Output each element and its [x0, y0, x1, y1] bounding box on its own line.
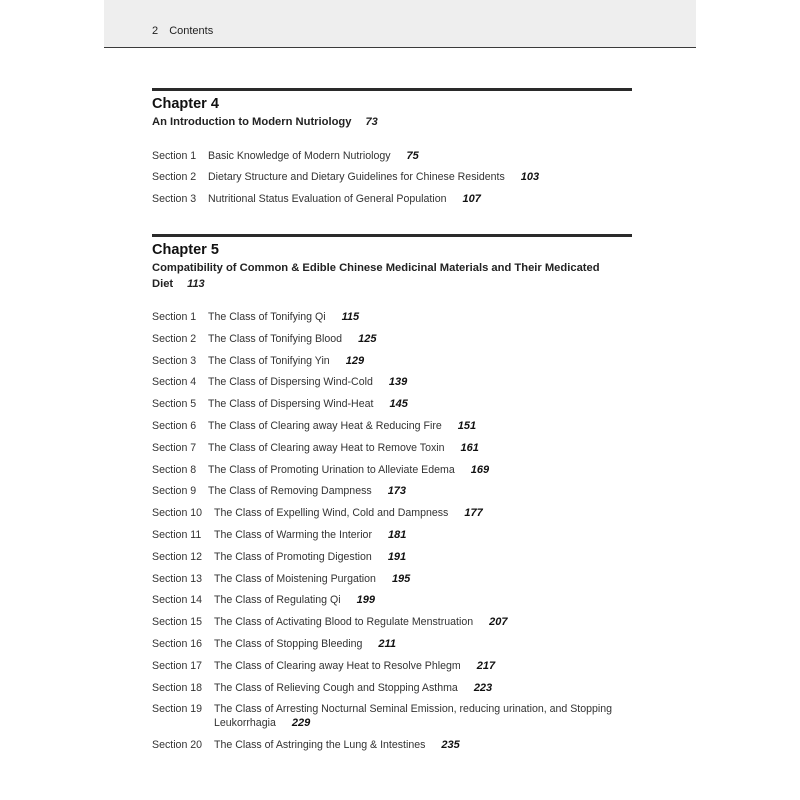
section-title-wrap [208, 170, 632, 184]
section-page: 103 [520, 171, 540, 184]
section-title: The Class of Clearing away Heat to Resolve Phlegm [214, 659, 461, 672]
toc-section-row [152, 659, 632, 673]
section-title-wrap [208, 397, 632, 411]
section-page: 191 [387, 550, 407, 563]
section-number: Section 2 [152, 332, 197, 345]
section-title-wrap [208, 354, 632, 368]
toc-section-row [152, 637, 632, 651]
running-title: Contents [169, 25, 214, 37]
toc-section-row [152, 702, 632, 730]
toc-section-row [152, 419, 632, 433]
toc-section-row [152, 397, 632, 411]
chapter-subtitle-text: Compatibility of Common & Edible Chinese Medicinal Materials and Their Medicated Diet [152, 262, 600, 290]
section-number: Section 20 [152, 739, 203, 752]
section-title-wrap [214, 659, 632, 673]
section-title: The Class of Tonifying Qi [208, 311, 326, 323]
toc-section-row [152, 550, 632, 564]
section-title: The Class of Dispersing Wind-Cold [208, 376, 373, 389]
section-number: Section 5 [152, 398, 197, 411]
section-number: Section 1 [152, 149, 197, 162]
chapter-page: 73 [365, 116, 378, 128]
section-title-wrap [208, 192, 632, 206]
section-title-wrap [214, 506, 632, 520]
toc-section-row [152, 441, 632, 455]
section-title: The Class of Promoting Digestion [214, 550, 372, 563]
section-title: The Class of Moistening Purgation [214, 572, 376, 585]
section-title-wrap [214, 681, 632, 695]
section-title: The Class of Dispersing Wind-Heat [208, 398, 374, 411]
section-page: 107 [462, 193, 481, 206]
toc-section-row [152, 572, 632, 586]
toc-section-row [152, 463, 632, 477]
page-number: 2 [152, 25, 159, 37]
section-title: The Class of Stopping Bleeding [214, 637, 363, 650]
toc-section-row [152, 375, 632, 389]
toc-section-row [152, 149, 632, 163]
section-page: 129 [345, 354, 365, 367]
section-title-wrap [208, 149, 632, 163]
chapter-rule [152, 234, 632, 237]
chapter-subtitle [152, 115, 632, 131]
section-number: Section 6 [152, 419, 197, 432]
chapter-subtitle-text: An Introduction to Modern Nutriology [152, 116, 352, 128]
section-title: The Class of Tonifying Yin [208, 354, 330, 367]
section-number: Section 11 [152, 528, 202, 541]
chapter-rule [152, 88, 632, 91]
toc-section-row [152, 310, 632, 324]
section-title-wrap [214, 593, 632, 607]
toc-section-row [152, 192, 632, 206]
section-title: The Class of Astringing the Lung & Intestines [214, 739, 426, 752]
toc-section-row [152, 593, 632, 607]
section-title: Dietary Structure and Dietary Guidelines for Chinese Residents [208, 171, 505, 184]
toc-section-row [152, 506, 632, 520]
section-list [152, 310, 632, 752]
toc-section-row [152, 528, 632, 542]
section-title: The Class of Clearing away Heat to Remove Toxin [208, 441, 445, 454]
section-title-wrap [208, 441, 632, 455]
section-list [152, 149, 632, 207]
section-number: Section 13 [152, 572, 203, 585]
section-title-wrap [214, 550, 632, 564]
section-title-wrap [208, 463, 632, 477]
section-page: 177 [464, 507, 483, 520]
section-page: 151 [457, 419, 477, 432]
section-title-wrap [208, 375, 632, 389]
section-number: Section 19 [152, 703, 203, 716]
section-number: Section 9 [152, 485, 197, 498]
section-title: The Class of Warming the Interior [214, 528, 372, 541]
section-title-wrap [214, 528, 632, 542]
section-page: 115 [341, 311, 360, 323]
section-number: Section 1 [152, 311, 197, 323]
section-page: 235 [441, 739, 460, 752]
toc-section-row [152, 332, 632, 346]
section-title: Nutritional Status Evaluation of General Population [208, 193, 447, 206]
chapter-5-block [152, 234, 632, 760]
section-page: 139 [388, 376, 408, 389]
toc-section-row [152, 681, 632, 695]
section-title: The Class of Activating Blood to Regulate Menstruation [214, 616, 474, 629]
section-number: Section 4 [152, 376, 197, 389]
section-title-wrap [214, 572, 632, 586]
section-title: The Class of Arresting Nocturnal Seminal Emission, reducing urination, and Stopping Leukorrhagia [214, 703, 613, 730]
chapter-subtitle [152, 261, 632, 292]
section-title: The Class of Clearing away Heat & Reducing Fire [208, 419, 442, 432]
section-title-wrap [214, 702, 632, 730]
section-number: Section 3 [152, 193, 197, 206]
section-number: Section 15 [152, 616, 203, 629]
section-number: Section 14 [152, 594, 203, 607]
section-page: 223 [473, 681, 493, 694]
toc-section-row [152, 170, 632, 184]
section-title-wrap [214, 738, 632, 752]
section-page: 173 [387, 485, 407, 498]
toc-section-row [152, 484, 632, 498]
section-page: 161 [460, 441, 479, 454]
section-page: 195 [391, 572, 411, 585]
section-title: The Class of Promoting Urination to Alleviate Edema [208, 463, 455, 476]
chapter-label: Chapter 5 [152, 242, 219, 258]
chapter-4-block [152, 88, 632, 214]
section-number: Section 17 [152, 659, 203, 672]
section-page: 217 [476, 659, 496, 672]
chapter-page: 113 [187, 277, 205, 290]
section-title: Basic Knowledge of Modern Nutriology [208, 149, 391, 162]
section-page: 181 [387, 528, 407, 541]
toc-section-row [152, 738, 632, 752]
section-title-wrap [214, 615, 632, 629]
section-title: The Class of Relieving Cough and Stopping Asthma [214, 681, 458, 694]
section-title: The Class of Tonifying Blood [208, 332, 343, 345]
section-title-wrap [208, 332, 632, 346]
section-page: 229 [291, 717, 311, 730]
section-page: 145 [389, 398, 408, 411]
section-title: The Class of Regulating Qi [214, 594, 341, 607]
section-page: 75 [406, 149, 419, 162]
section-page: 207 [489, 616, 508, 629]
running-head [152, 25, 213, 37]
toc-section-row [152, 354, 632, 368]
section-title-wrap [208, 310, 632, 324]
chapter-label: Chapter 4 [152, 96, 219, 112]
section-number: Section 8 [152, 463, 197, 476]
section-number: Section 3 [152, 354, 197, 367]
section-page: 125 [358, 332, 377, 345]
section-number: Section 16 [152, 637, 203, 650]
section-number: Section 10 [152, 507, 203, 520]
section-page: 199 [356, 594, 375, 607]
header-band [104, 0, 696, 48]
section-number: Section 12 [152, 550, 203, 563]
section-title: The Class of Removing Dampness [208, 485, 372, 498]
section-number: Section 18 [152, 681, 203, 694]
section-number: Section 2 [152, 171, 197, 184]
section-title-wrap [208, 419, 632, 433]
section-title-wrap [208, 484, 632, 498]
section-title: The Class of Expelling Wind, Cold and Dampness [214, 507, 449, 520]
section-title-wrap [214, 637, 632, 651]
toc-section-row [152, 615, 632, 629]
section-number: Section 7 [152, 441, 197, 454]
section-page: 211 [378, 637, 396, 650]
section-page: 169 [470, 463, 490, 476]
